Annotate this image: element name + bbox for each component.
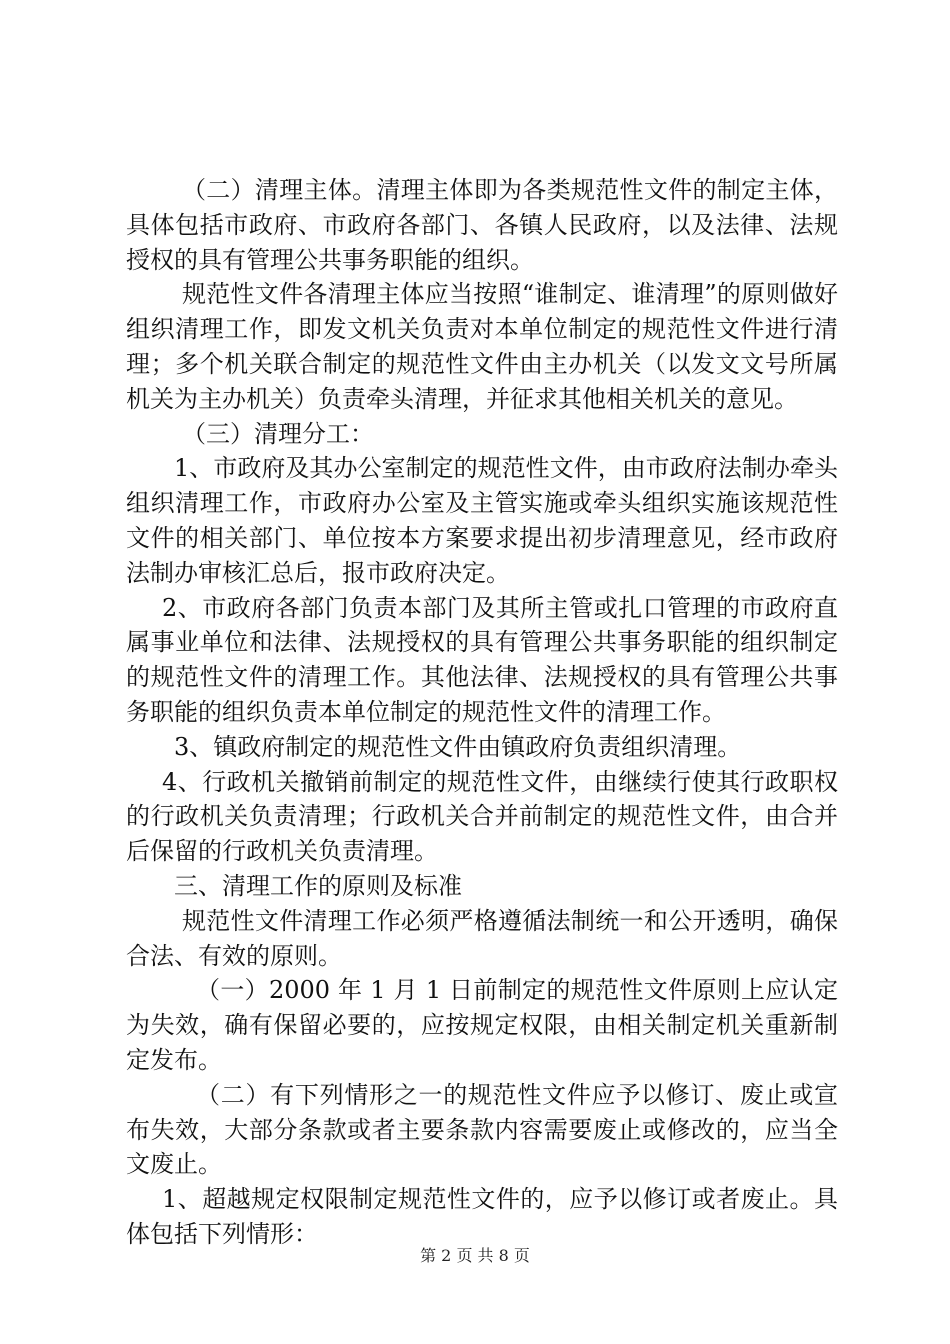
paragraph-division-item-4: 4、行政机关撤销前制定的规范性文件，由继续行使其行政职权的行政机关负责清理；行政机关合并前制定的规范性文件，由合并后保留的行政机关负责清理。 [126, 767, 838, 866]
paragraph-division-heading: （三）清理分工： [182, 419, 374, 448]
paragraph-clearing-principle: 规范性文件各清理主体应当按照“谁制定、谁清理”的原则做好组织清理工作，即发文机关负责对本单位制定的规范性文件进行清理；多个机关联合制定的规范性文件由主办机关（以发文文号所属机关为主办机关）负责牵头清理，并征求其他相关机关的意见。 [126, 280, 838, 413]
paragraph-principle-1: （一）2000 年 1 月 1 日前制定的规范性文件原则上应认定为失效，确有保留必要的，应按规定权限，由相关制定机关重新制定发布。 [126, 976, 838, 1074]
paragraph-clearing-subject: （二）清理主体。清理主体即为各类规范性文件的制定主体，具体包括市政府、市政府各部门、各镇人民政府，以及法律、法规授权的具有管理公共事务职能的组织。 [126, 176, 838, 274]
section-heading-principles: 三、清理工作的原则及标准 [174, 871, 462, 900]
paragraph-principle-2-item-1: 1、超越规定权限制定规范性文件的，应予以修订或者废止。具体包括下列情形： [126, 1185, 838, 1248]
paragraph-division-item-1: 1、市政府及其办公室制定的规范性文件，由市政府法制办牵头组织清理工作，市政府办公室及主管实施或牵头组织实施该规范性文件的相关部门、单位按本方案要求提出初步清理意见，经市政府法制办审核汇总后，报市政府决定。 [126, 454, 838, 587]
document-body [126, 173, 838, 1252]
page-number-footer: 第 2 页 共 8 页 [420, 1246, 530, 1265]
paragraph-principles-intro: 规范性文件清理工作必须严格遵循法制统一和公开透明，确保合法、有效的原则。 [126, 906, 838, 970]
paragraph-principle-2: （二）有下列情形之一的规范性文件应予以修订、废止或宣布失效，大部分条款或者主要条款内容需要废止或修改的，应当全文废止。 [126, 1080, 838, 1179]
paragraph-division-item-2: 2、市政府各部门负责本部门及其所主管或扎口管理的市政府直属事业单位和法律、法规授权的具有管理公共事务职能的组织制定的规范性文件的清理工作。其他法律、法规授权的具有管理公共事务职能的组织负责本单位制定的规范性文件的清理工作。 [126, 593, 838, 726]
paragraph-division-item-3: 3、镇政府制定的规范性文件由镇政府负责组织清理。 [174, 732, 742, 761]
